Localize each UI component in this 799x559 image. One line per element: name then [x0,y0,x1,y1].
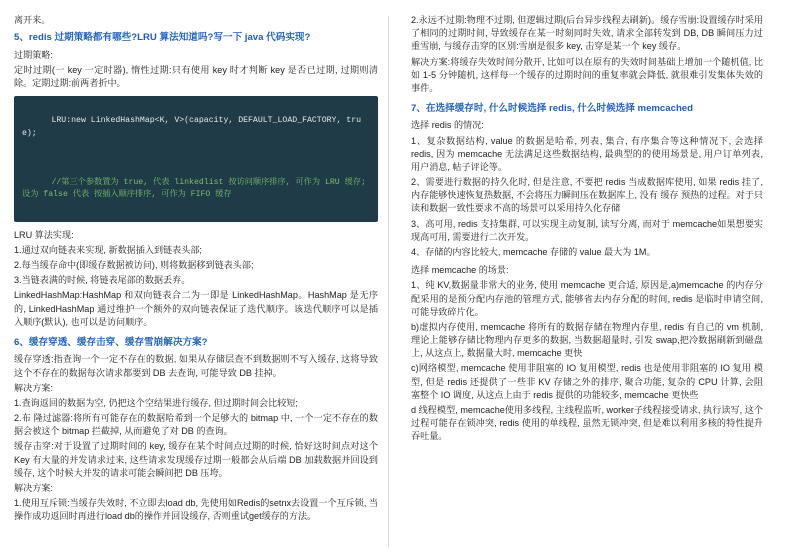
paragraph: 2、需要进行数据的持久化时, 但是注意, 不要把 redis 当成数据库使用, 如果 redis 挂了, 内存能够快速恢复热数据, 不会将压力瞬间压在数据库上, 没有 缓存 预热的过程。对于只读和数据一致性要求不高的场景可以采用持久化存储 [411,177,763,214]
code-block [14,96,378,222]
code-comment: //第三个参数置为 true, 代表 linkedlist 按访问顺序排序, 可作为 LRU 缓存;设为 false 代表 按插入顺序排序, 可作为 FIFO 缓存 [22,177,366,200]
section-6-heading: 6、缓存穿透、缓存击穿、缓存雪崩解决方案? [14,336,208,348]
left-column [14,14,388,549]
paragraph: c)网络模型, memcache 使用非阻塞的 IO 复用模型, redis 也是使用非阻塞的 IO 复用 模型, 但是 redis 还提供了一些非 KV 存储之外的排序, 聚合功能, 复杂的 CPU 计算, 会阻 塞整个 IO 调度, 从这点上由于 redis 提供的功能较多, memcache 更快些 [411,363,763,400]
paragraph: 1、复杂数据结构, value 的数据是哈希, 列表, 集合, 有序集合等这种情况下, 会选择 redis, 因为 memcache 无法满足这些数据结构, 最典型的的使用场景是, 用户订单列表, 用户消息, 帖子评论等。 [411,135,763,172]
solution-label: 解决方案: [14,382,53,393]
paragraph: b)虚拟内存使用, memcache 将所有的数据存储在物理内存里, redis 有自己的 vm 机制, 理论上能够存储比物理内存更多的数据, 当数据超量时, 引发 swap,把冷数据刷新到磁盘上, 从这点上, 数据量大时, memcache 更快 [411,321,763,359]
paragraph: 3.当链表满的时候, 将链表尾部的数据丢弃。 [14,275,191,286]
section-5-heading: 5、redis 过期策略都有哪些?LRU 算法知道吗?写一下 java 代码实现? [14,32,311,44]
paragraph: 2.布 隆过滤器:将所有可能存在的数据哈希到一个足够大的 bitmap 中, 一个一定不存在的数据会被这个 bitmap 拦截掉, 从而避免了对 DB 的查询。 [14,413,378,437]
paragraph: 1.通过双向链表来实现, 新数据插入到链表头部; [14,244,202,255]
choose-memcache-label: 选择 memcache 的场景: [411,265,509,276]
paragraph: 过期策略: [14,49,53,60]
paragraph: 1、纯 KV,数据量非常大的业务, 使用 memcache 更合适, 原因是,a)memcache 的内存分配采用的是预分配内存池的管理方式, 能够省去内存分配的时间, redis 是临时申请空间, 可能导致碎片化。 [411,280,763,317]
paragraph: 定时过期(一 key 一定时器), 惰性过期:只有使用 key 时才判断 key 是否已过期, 过期则清除。定期过期:前两者折中。 [14,64,378,88]
paragraph: d 线程模型, memcache使用多线程, 主线程监听, worker子线程接受请求, 执行读写, 这个过程可能存在锁冲突, redis 使用的单线程, 虽然无锁冲突, 但是难以利用多核的特性提升吞吐量。 [411,404,763,442]
paragraph: 2.永远不过期:物理不过期, 但逻辑过期(后台异步线程去刷新)。缓存雪崩:设置缓存时采用了相同的过期时间, 导致缓存在某一时刻同时失效, 请求全部转发到 DB, DB 瞬间压力过重雪崩, 与缓存击穿的区别:雪崩是很多 key, 击穿是某一个 key 缓存。 [411,15,763,52]
intro-text: 离开来。 [14,15,51,25]
code-line: LRU:new LinkedHashMap<K, V>(capacity, DEFAULT_LOAD_FACTORY, true); [22,116,362,138]
paragraph: 缓存击穿:对于设置了过期时间的 key, 缓存在某个时间点过期的时候, 恰好这时间点对这个 Key 有大量的并发请求过来, 这些请求发现缓存过期一般都会从后端 DB 加载数据并回设到缓存, 这个时候大并发的请求可能会瞬间把 DB 压垮。 [14,441,378,478]
paragraph: LinkedHashMap:HashMap 和双向链表合二为一即是 LinkedHashMap。HashMap 是无序的, LinkedHashMap 通过维护一个额外的双向链表保证了迭代顺序。该迭代顺序可以是插入顺序(默认), 也可以是访问顺序。 [14,290,378,327]
solution-label: 解决方案: [14,482,53,493]
paragraph: 4、存储的内容比较大, memcache 存储的 value 最大为 1M。 [411,247,656,257]
paragraph: 2.每当缓存命中(即缓存数据被访问), 则将数据移到链表头部; [14,260,254,271]
paragraph: 缓存穿透:指查询一个一定不存在的数据, 如果从存储层查不到数据则不写入缓存, 这将导致这个不存在的数据每次请求都要到 DB 去查询, 可能导致 DB 挂掉。 [14,354,378,378]
right-column [389,14,763,549]
choose-redis-label: 选择 redis 的情况: [411,120,484,131]
paragraph: 1.使用互斥锁:当缓存失效时, 不立即去load db, 先使用如Redis的setnx去设置一个互斥锁, 当操作成功返回时再进行load db的操作并回设缓存, 否则重试get缓存的方法。 [14,498,378,522]
paragraph: 解决方案:将缓存失效时间分散开, 比如可以在原有的失效时间基础上增加一个随机值, 比如 1-5 分钟随机, 这样每一个缓存的过期时间的重复率就会降低, 就很难引发集体失效的事件。 [411,56,763,93]
section-7-heading: 7、在选择缓存时, 什么时候选择 redis, 什么时候选择 memcached [411,103,693,115]
paragraph: 1.查询返回的数据为空, 仍把这个空结果进行缓存, 但过期时间会比较短; [14,397,298,408]
paragraph: 3、高可用, redis 支持集群, 可以实现主动复制, 读写分离, 而对于 memcache如果想要实现高可用, 需要进行二次开发。 [411,218,763,242]
paragraph: LRU 算法实现: [14,229,74,240]
